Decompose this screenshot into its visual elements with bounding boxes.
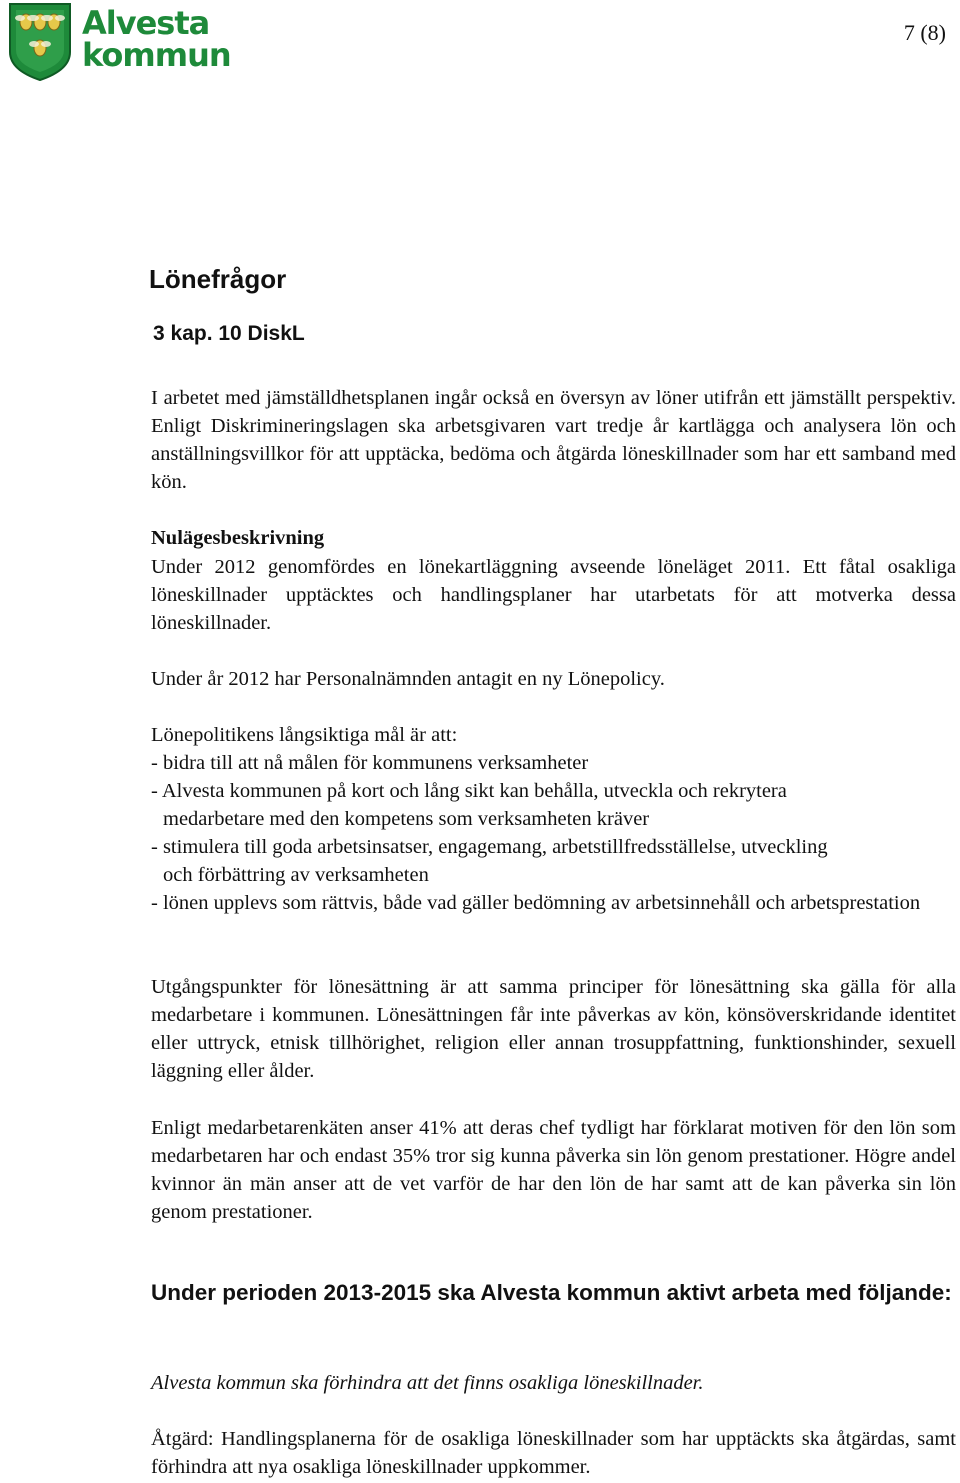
section-subtitle: 3 kap. 10 DiskL [153,322,305,345]
goal-item-3-cont: och förbättring av verksamheten [163,864,429,886]
section-title: Lönefrågor [149,264,287,294]
goals-intro: Lönepolitikens långsiktiga mål är att: [151,724,458,746]
intro-paragraph: I arbetet med jämställdhetsplanen ingår också en översyn av löner utifrån ett jämställt perspektiv. Enligt Diskrimineringslagen ska arbetsgivaren vart tredje år kartlägga och analysera lön och anställningsvillkor för att upptäcka, bedöma och åtgärda löneskillnader som har ett samband med kön. [151,387,956,493]
period-heading: Under perioden 2013-2015 ska Alvesta kommun aktivt arbeta med följande: [151,1280,952,1305]
action-paragraph: Åtgärd: Handlingsplanerna för de osakliga löneskillnader som har upptäckts ska åtgärdas, samt förhindra att nya osakliga löneskillnader uppkommer. [151,1428,956,1478]
goal-item-1: - bidra till att nå målen för kommunens verksamheter [151,752,589,774]
status-paragraph: Under 2012 genomfördes en lönekartläggning avseende löneläget 2011. Ett fåtal osakliga löneskillnader upptäcktes och handlingsplaner har utarbetats för att motverka dessa löneskillnader. [151,556,956,634]
logo-text-line2: kommun [82,36,231,74]
goal-item-2-cont: medarbetare med den kompetens som verksamheten kräver [163,808,650,830]
crest-icon [6,0,74,84]
goal-item-2: - Alvesta kommunen på kort och lång sikt kan behålla, utveckla och rekrytera [151,780,787,802]
goal-item-4: - lönen upplevs som rättvis, både vad gäller bedömning av arbetsinnehåll och arbetsprestation [151,892,921,914]
alvesta-kommun-logo [6,0,231,84]
page-number: 7 (8) [903,20,946,45]
logo-text-line1: Alvesta [82,4,210,42]
survey-paragraph: Enligt medarbetarenkäten anser 41% att deras chef tydligt har förklarat motiven för den lön som medarbetaren har och endast 35% tror sig kunna påverka sin lön genom prestationer. Högre andel kvinnor än män anser att de vet varför de har den lön de har samt att de kan påverka sin lön genom prestationer. [151,1117,956,1223]
goal-item-3: - stimulera till goda arbetsinsatser, engagemang, arbetstillfredsställelse, utveckling [151,836,828,858]
policy-paragraph: Under år 2012 har Personalnämnden antagit en ny Lönepolicy. [151,668,665,690]
goal-statement: Alvesta kommun ska förhindra att det finns osakliga löneskillnader. [151,1372,704,1394]
principles-paragraph: Utgångspunkter för lönesättning är att samma principer för lönesättning ska gälla för alla medarbetare i kommunen. Lönesättningen får inte påverkas av kön, könsöverskridande identitet eller uttryck, etnisk tillhörighet, religion eller annan trosuppfattning, funktionshinder, sexuell läggning eller ålder. [151,976,956,1082]
goals-block [151,721,956,917]
status-heading: Nulägesbeskrivning [151,527,325,549]
